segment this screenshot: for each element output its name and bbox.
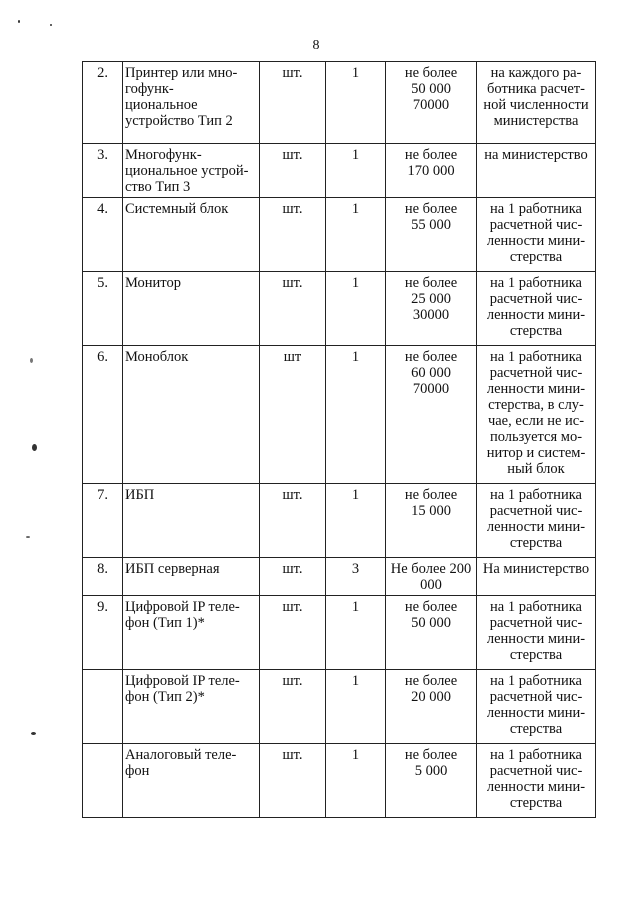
unit-of-measure: шт. bbox=[260, 198, 326, 272]
allocation-note-line: на 1 работника bbox=[490, 201, 582, 217]
allocation-note-line: нитор и систем- bbox=[486, 445, 586, 461]
price-limit bbox=[386, 744, 477, 818]
allocation-note-line: ленности мини- bbox=[486, 779, 586, 795]
item-name-line: ИБП серверная bbox=[125, 561, 220, 577]
row-number: 7. bbox=[83, 484, 123, 558]
row-number: 8. bbox=[83, 558, 123, 596]
scan-speck bbox=[50, 24, 52, 26]
unit-of-measure: шт. bbox=[260, 558, 326, 596]
allocation-note-line: расчетной чис- bbox=[489, 615, 583, 631]
item-name-line: ИБП bbox=[125, 487, 155, 503]
price-limit bbox=[386, 346, 477, 484]
page-number: 8 bbox=[312, 38, 320, 53]
price-limit-line: 25 000 bbox=[411, 291, 451, 307]
price-limit-line: Не более 200 bbox=[390, 561, 472, 577]
allocation-note-line: чае, если не ис- bbox=[487, 413, 585, 429]
item-name-line: Цифровой IP теле- bbox=[125, 599, 240, 615]
price-limit-line: 50 000 bbox=[411, 81, 451, 97]
item-name-line: фон (Тип 1)* bbox=[125, 615, 205, 631]
item-name bbox=[123, 558, 260, 596]
allocation-note-line: стерства bbox=[509, 535, 563, 551]
item-name bbox=[123, 744, 260, 818]
allocation-note bbox=[477, 144, 596, 198]
price-limit bbox=[386, 558, 477, 596]
item-name-line: гофунк- bbox=[125, 81, 174, 97]
price-limit-line: не более bbox=[404, 201, 458, 217]
allocation-note-line: расчетной чис- bbox=[489, 689, 583, 705]
price-limit-line: не более bbox=[404, 349, 458, 365]
allocation-note-line: расчетной чис- bbox=[489, 763, 583, 779]
allocation-note bbox=[477, 558, 596, 596]
allocation-note-line: расчетной чис- bbox=[489, 291, 583, 307]
allocation-note bbox=[477, 484, 596, 558]
allocation-note-line: ной численности bbox=[483, 97, 589, 113]
table-body bbox=[83, 62, 596, 818]
allocation-note bbox=[477, 744, 596, 818]
quantity: 1 bbox=[326, 596, 386, 670]
item-name-line: Аналоговый теле- bbox=[125, 747, 237, 763]
price-limit-line: 70000 bbox=[412, 381, 450, 397]
item-name-line: ство Тип 3 bbox=[125, 179, 191, 195]
allocation-note bbox=[477, 272, 596, 346]
allocation-note-line: расчетной чис- bbox=[489, 503, 583, 519]
quantity: 1 bbox=[326, 744, 386, 818]
item-name bbox=[123, 144, 260, 198]
item-name-line: Принтер или мно- bbox=[125, 65, 238, 81]
item-name bbox=[123, 484, 260, 558]
allocation-note-line: ленности мини- bbox=[486, 705, 586, 721]
allocation-note-line: на каждого ра- bbox=[490, 65, 582, 81]
price-limit-line: не более bbox=[404, 65, 458, 81]
price-limit-line: не более bbox=[404, 599, 458, 615]
allocation-note-line: на 1 работника bbox=[490, 487, 582, 503]
price-limit-line: 20 000 bbox=[411, 689, 451, 705]
item-name-line: Многофунк- bbox=[125, 147, 202, 163]
price-limit-line: 000 bbox=[420, 577, 442, 593]
allocation-note-line: ленности мини- bbox=[486, 519, 586, 535]
price-limit bbox=[386, 272, 477, 346]
price-limit-line: 60 000 bbox=[411, 365, 451, 381]
item-name-line: Системный блок bbox=[125, 201, 229, 217]
allocation-note-line: на министерство bbox=[484, 147, 588, 163]
table-row bbox=[83, 272, 596, 346]
quantity: 1 bbox=[326, 484, 386, 558]
table-row bbox=[83, 670, 596, 744]
allocation-note-line: стерства bbox=[509, 249, 563, 265]
allocation-note-line: ленности мини- bbox=[486, 233, 586, 249]
table-row bbox=[83, 558, 596, 596]
allocation-note-line: стерства bbox=[509, 795, 563, 811]
row-number: 3. bbox=[83, 144, 123, 198]
quantity: 1 bbox=[326, 62, 386, 144]
unit-of-measure: шт. bbox=[260, 670, 326, 744]
price-limit-line: не более bbox=[404, 487, 458, 503]
allocation-note bbox=[477, 62, 596, 144]
unit-of-measure: шт bbox=[260, 346, 326, 484]
allocation-note-line: на 1 работника bbox=[490, 747, 582, 763]
allocation-note bbox=[477, 198, 596, 272]
unit-of-measure: шт. bbox=[260, 596, 326, 670]
item-name bbox=[123, 272, 260, 346]
allocation-note-line: На министерство bbox=[482, 561, 590, 577]
table-row bbox=[83, 62, 596, 144]
price-limit-line: 50 000 bbox=[411, 615, 451, 631]
price-limit-line: 70000 bbox=[412, 97, 450, 113]
item-name-line: устройство Тип 2 bbox=[125, 113, 233, 129]
quantity: 1 bbox=[326, 198, 386, 272]
scan-speck bbox=[32, 444, 37, 451]
item-name-line: Монитор bbox=[125, 275, 181, 291]
table-row bbox=[83, 484, 596, 558]
allocation-note-line: на 1 работника bbox=[490, 673, 582, 689]
allocation-note-line: на 1 работника bbox=[490, 275, 582, 291]
equipment-table bbox=[82, 61, 596, 818]
allocation-note-line: ботника расчет- bbox=[487, 81, 585, 97]
price-limit-line: не более bbox=[404, 147, 458, 163]
scan-speck bbox=[31, 732, 36, 735]
table-row bbox=[83, 144, 596, 198]
item-name bbox=[123, 346, 260, 484]
price-limit-line: 5 000 bbox=[414, 763, 448, 779]
item-name-line: Цифровой IP теле- bbox=[125, 673, 240, 689]
price-limit-line: 170 000 bbox=[407, 163, 455, 179]
table-row bbox=[83, 346, 596, 484]
item-name-line: фон (Тип 2)* bbox=[125, 689, 205, 705]
allocation-note-line: на 1 работника bbox=[490, 599, 582, 615]
allocation-note-line: стерства, в слу- bbox=[488, 397, 584, 413]
allocation-note-line: стерства bbox=[509, 647, 563, 663]
row-number: 9. bbox=[83, 596, 123, 670]
price-limit-line: 15 000 bbox=[411, 503, 451, 519]
price-limit-line: не более bbox=[404, 673, 458, 689]
allocation-note-line: стерства bbox=[509, 323, 563, 339]
item-name bbox=[123, 198, 260, 272]
price-limit bbox=[386, 670, 477, 744]
row-number: 4. bbox=[83, 198, 123, 272]
price-limit-line: не более bbox=[404, 747, 458, 763]
unit-of-measure: шт. bbox=[260, 484, 326, 558]
item-name-line: циональное bbox=[125, 97, 198, 113]
unit-of-measure: шт. bbox=[260, 62, 326, 144]
quantity: 1 bbox=[326, 346, 386, 484]
allocation-note-line: министерства bbox=[493, 113, 579, 129]
row-number: 2. bbox=[83, 62, 123, 144]
allocation-note-line: расчетной чис- bbox=[489, 217, 583, 233]
item-name bbox=[123, 62, 260, 144]
price-limit bbox=[386, 596, 477, 670]
allocation-note-line: стерства bbox=[509, 721, 563, 737]
allocation-note-line: расчетной чис- bbox=[489, 365, 583, 381]
scan-speck bbox=[18, 20, 20, 23]
price-limit bbox=[386, 144, 477, 198]
item-name-line: фон bbox=[125, 763, 150, 779]
table-row bbox=[83, 198, 596, 272]
row-number bbox=[83, 670, 123, 744]
row-number: 5. bbox=[83, 272, 123, 346]
quantity: 1 bbox=[326, 272, 386, 346]
price-limit-line: 30000 bbox=[412, 307, 450, 323]
allocation-note bbox=[477, 596, 596, 670]
item-name-line: Моноблок bbox=[125, 349, 189, 365]
unit-of-measure: шт. bbox=[260, 144, 326, 198]
row-number bbox=[83, 744, 123, 818]
allocation-note bbox=[477, 670, 596, 744]
price-limit-line: 55 000 bbox=[411, 217, 451, 233]
price-limit bbox=[386, 484, 477, 558]
unit-of-measure: шт. bbox=[260, 744, 326, 818]
table-row bbox=[83, 744, 596, 818]
item-name-line: циональное устрой- bbox=[125, 163, 249, 179]
allocation-note bbox=[477, 346, 596, 484]
allocation-note-line: ленности мини- bbox=[486, 381, 586, 397]
allocation-note-line: ленности мини- bbox=[486, 307, 586, 323]
scan-speck bbox=[26, 536, 30, 538]
allocation-note-line: ный блок bbox=[507, 461, 565, 477]
allocation-note-line: пользуется мо- bbox=[489, 429, 583, 445]
quantity: 1 bbox=[326, 670, 386, 744]
unit-of-measure: шт. bbox=[260, 272, 326, 346]
quantity: 3 bbox=[326, 558, 386, 596]
quantity: 1 bbox=[326, 144, 386, 198]
item-name bbox=[123, 596, 260, 670]
allocation-note-line: на 1 работника bbox=[490, 349, 582, 365]
scan-speck bbox=[30, 358, 33, 363]
allocation-note-line: ленности мини- bbox=[486, 631, 586, 647]
item-name bbox=[123, 670, 260, 744]
price-limit-line: не более bbox=[404, 275, 458, 291]
price-limit bbox=[386, 62, 477, 144]
price-limit bbox=[386, 198, 477, 272]
row-number: 6. bbox=[83, 346, 123, 484]
table-row bbox=[83, 596, 596, 670]
